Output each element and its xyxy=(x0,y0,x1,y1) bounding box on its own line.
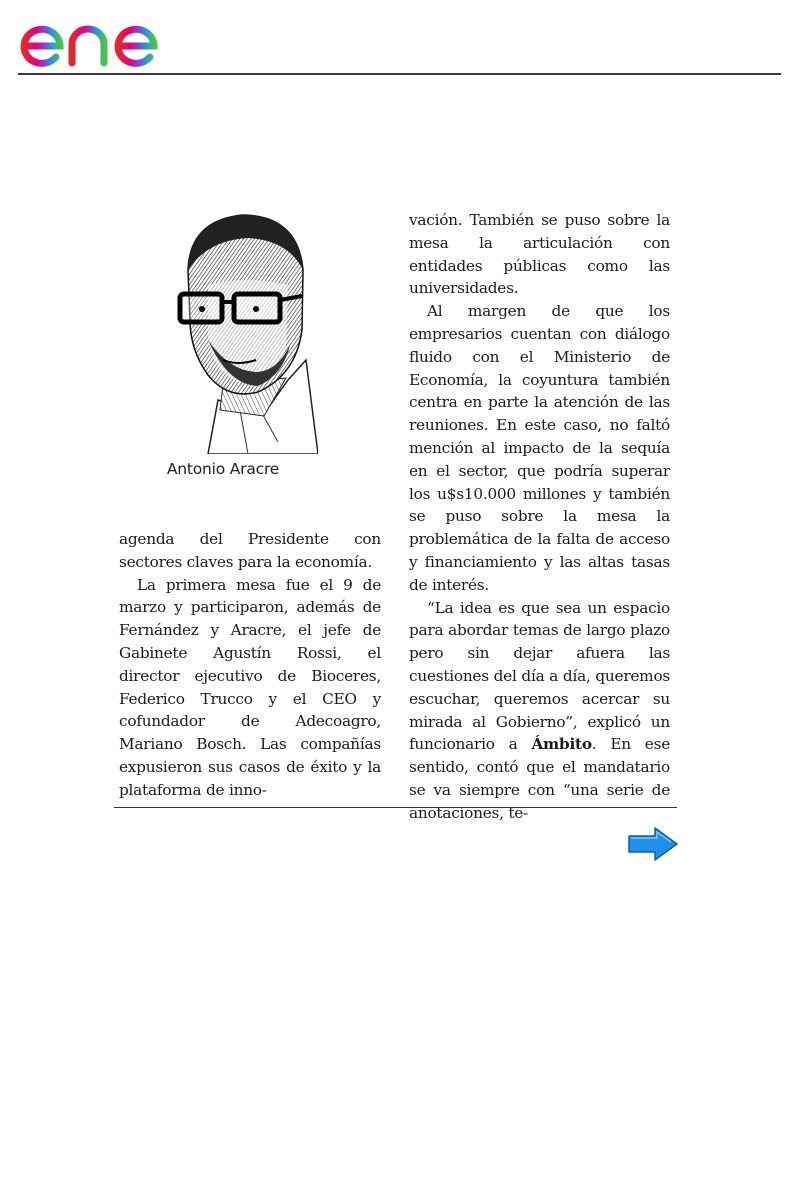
header-rule xyxy=(18,73,781,75)
paragraph: Al margen de que los empresarios cuentan con diálogo fluido con el Ministerio de Economía, la coyuntura también centra en parte la atención de las reuniones. En este caso, no faltó mención al impacto de la sequía en el sector, que podría superar los u$s10.000 millones y también se puso sobre la mesa la problemática de la falta de acceso y financiamiento y las altas tasas de interés. xyxy=(409,302,670,594)
article-column-1 xyxy=(119,528,381,802)
enel-logo xyxy=(16,4,186,68)
article-column-2 xyxy=(409,209,670,825)
quote-text: “La idea es que sea un espacio para abordar temas de largo plazo pero sin dejar afuera las cuestiones del día a día, queremos escuchar, queremos acercar su mirada al Gobierno”, explicó un funcionario a xyxy=(409,598,670,754)
portrait-illustration xyxy=(168,210,318,454)
paragraph: vación. También se puso sobre la mesa la articulación con entidades públicas como las universidades. xyxy=(409,211,670,298)
portrait-caption: Antonio Aracre xyxy=(166,460,280,478)
quote-continuation: . En ese sentido, contó que el mandatario se va siempre con “una serie de anotaciones, te- xyxy=(409,735,671,822)
arrow-right-icon[interactable] xyxy=(627,826,679,862)
source-name: Ámbito xyxy=(531,735,592,754)
bottom-rule xyxy=(114,807,677,808)
quote-paragraph xyxy=(409,597,670,825)
paragraph: agenda del Presidente con sectores claves para la economía. xyxy=(119,530,381,571)
paragraph: La primera mesa fue el 9 de marzo y participaron, además de Fernández y Aracre, el jefe de Gabinete Agustín Rossi, el director ejecutivo de Bioceres, Federico Trucco y el CEO y cofundador de Adecoagro, Mariano Bosch. Las compañías expusieron sus casos de éxito y la plataforma de inno- xyxy=(119,575,381,799)
